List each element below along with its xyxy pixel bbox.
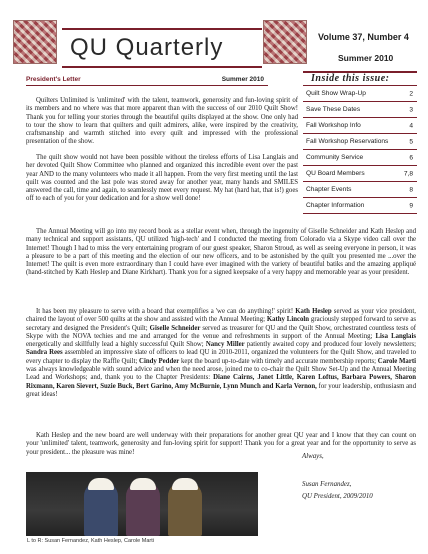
paragraph-closing: Kath Heslep and the new board are well underway with their preparations for another great QU year and I know that they can count on your 'unlimited' talent, teamwork, generosity and fun-loving spirit for support! Thank you for a great year and for the opportunity to serve as your president... the pleasure was mine! [26,432,416,456]
newsletter-title: QU Quarterly [70,34,224,61]
toc-heading: Inside this issue: [303,71,417,86]
quilt-block-left-image [13,20,57,64]
toc-item-title: Chapter Information [306,202,365,209]
issue-date: Summer 2010 [338,53,394,63]
volume-number: Volume 37, Number 4 [318,32,409,42]
masthead [62,28,262,68]
officers-photo [26,472,258,536]
toc-item-title: Fall Workshop Info [306,122,361,129]
section-header [26,76,268,86]
photo-caption: L to R: Susan Fernandez, Kath Heslep, Carole Marti [27,538,154,544]
toc-item-page: 9 [409,202,413,209]
toc-item[interactable] [303,150,417,166]
quilt-block-right-image [263,20,307,64]
toc-item-page: 4 [409,122,413,129]
toc-item[interactable] [303,102,417,118]
paragraph-committee: The quilt show would not have been possible without the tireless efforts of Lisa Langlais and her devoted Quilt Show Committee who planned and organized this incredible event over the past year AND to the many volunteers who made it all happen. From the very first meeting until the last quilt was counted and the last pole was stored away for another year, many hands and SMILES answered the call, time and again, to seamlessly meet every request. My hat (hard hat, that is!) goes off to each of you for your dedication and for a show well done! [26,154,298,203]
signature-name: Susan Fernandez, [302,481,352,488]
toc-item[interactable] [303,118,417,134]
paragraph-annual-meeting: The Annual Meeting will go into my record book as a stellar event when, through the ingenuity of Giselle Schneider and Kath Heslep and many technical and support assistants, QU utilized 'high-tech' and I conducted the meeting from Colorado via a Skype video call over the Internet! Though I had to miss the very entertaining program of our guest speaker, Sharon Stroud, as well as seeing everyone in person, it was a pleasure to be a part of this meeting and the election of our new officers, and to be astonished by the quilt you presented me ...over the Internet! The quilt is even more extraordinary than I could have ever imagined with the variety of beautiful batiks and the amazing appliqué (hand-stitched by Kath Heslep and Diane Kirkhart). Thank you for a signed keepsake of a very happy and memorable year as your president. [26,228,416,277]
toc-item-title: QU Board Members [306,170,365,177]
toc-item-title: Save These Dates [306,106,361,113]
signature-title: QU President, 2009/2010 [302,493,373,500]
table-of-contents [303,71,417,214]
toc-item-title: Community Service [306,154,364,161]
toc-item-page: 5 [409,138,413,145]
toc-item[interactable] [303,166,417,182]
toc-item-page: 7,8 [403,170,413,177]
toc-item[interactable] [303,182,417,198]
section-date: Summer 2010 [221,76,264,83]
paragraph-board-thanks: It has been my pleasure to serve with a board that exemplifies a 'we can do anything!' spirit! Kath Heslep served as your vice president, chaired the layout of over 500 quilts at the show and assisted with the Annual Meeting; Kathy Lincoln graciously stepped forward to serve as secretary and designed the President's Quilt; Giselle Schneider served as treasurer for QU and the Quilt Show, orchestrated countless tests of Skype with the NOVA techies and me and arranged for the venue and refreshments in support of the Annual Meeting; Lisa Langlais energetically and skillfully lead a highly successful Quilt Show; Nancy Miller patiently awaited copy and produced four lovely newsletters; Sandra Rees assembled an impressive slate of officers to lead QU in 2010-2011, organized the volunteers for the Quilt Show, and traveled to every chapter to display the Raffle Quilt; Cindy Pedder kept the board up-to-date with timely and accurate membership reports; Carole Marti was always knowledgeable with sound advice and when the need arose, joined me to co-chair the Quilt Show Set-Up and the Annual Meeting Lead and Workshops; and, thank you to the Chapter Presidents: Diane Cairns, Janet Little, Karen Loftus, Barbara Powers, Sharon Rixmann, Karen Sievert, Suzie Buck, Bert Garino, Amy McBurnie, Lynn Munch and Karla Vernon, for your leadership, enthusiasm and great ideas! [26,308,417,398]
closing-word: Always, [302,453,324,460]
toc-item-page: 8 [409,186,413,193]
toc-item[interactable] [303,134,417,150]
toc-item[interactable] [303,86,417,102]
toc-item-title: Quilt Show Wrap-Up [306,90,366,97]
toc-item-page: 3 [409,106,413,113]
toc-item-title: Fall Workshop Reservations [306,138,389,145]
section-title: President's Letter [26,76,81,83]
toc-item-page: 6 [409,154,413,161]
toc-item-page: 2 [409,90,413,97]
toc-item-title: Chapter Events [306,186,352,193]
toc-item[interactable] [303,198,417,214]
paragraph-quilt-show: Quilters Unlimited is 'unlimited' with the talent, teamwork, generosity and fun-loving spirit of its members and no where was that more apparent than with the success of our 2010 Quilt Show! Thank you for telling your stories through the beautiful quilts displayed at the show. One only had to tour the show to learn that quilters and quilt admirers, alike, were inspired by the creativity, craftsmanship and warmth stitched into every quilt and impressed with the professional presentation of the show. [26,97,298,146]
